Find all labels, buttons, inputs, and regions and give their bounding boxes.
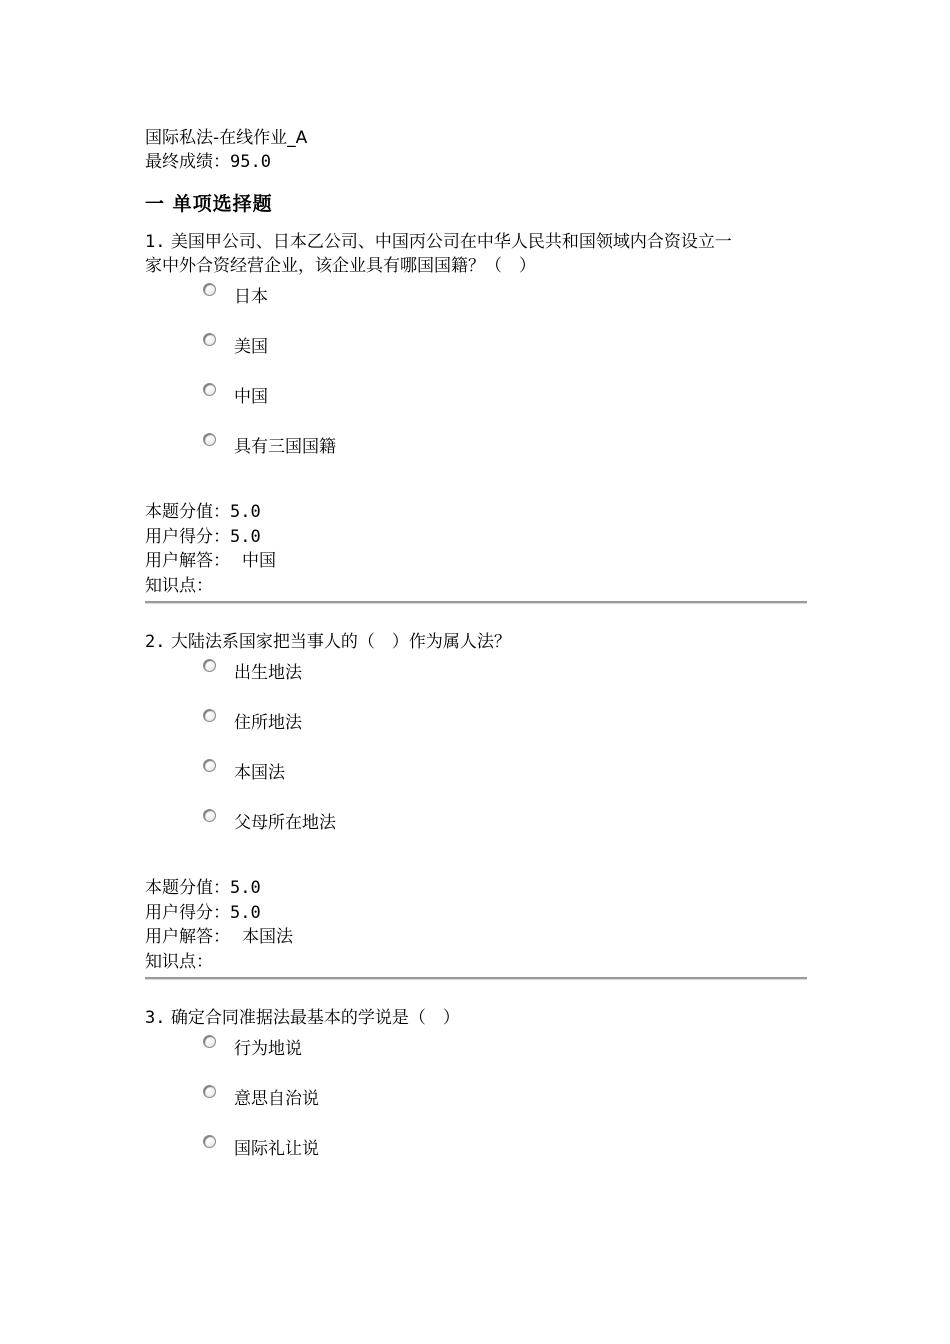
user-answer-row (145, 925, 807, 950)
points-value: 5.0 (230, 878, 261, 898)
section-title: 一 单项选择题 (145, 193, 273, 215)
option-label: 具有三国国籍 (234, 437, 336, 457)
points-value: 5.0 (230, 502, 261, 522)
radio-button-icon[interactable] (203, 659, 216, 672)
question-1-option-1[interactable] (203, 282, 807, 332)
points-row (145, 876, 807, 901)
option-label: 日本 (234, 287, 268, 307)
question-2-option-2[interactable] (203, 708, 807, 758)
question-2-option-4[interactable] (203, 808, 807, 858)
radio-button-icon[interactable] (203, 709, 216, 722)
question-3-text-line1: 确定合同准据法最基本的学说是（ ） (170, 1008, 460, 1028)
question-divider (145, 977, 807, 980)
radio-button-icon[interactable] (203, 383, 216, 396)
user-score-row (145, 525, 807, 550)
question-1-text (145, 230, 807, 278)
user-answer-value: 中国 (242, 551, 276, 571)
question-3 (145, 1006, 807, 1184)
page-title: 国际私法-在线作业_A (145, 128, 308, 148)
user-score-value: 5.0 (230, 526, 261, 547)
option-label: 行为地说 (234, 1039, 302, 1059)
knowledge-row (145, 950, 807, 975)
option-label: 美国 (234, 337, 268, 357)
points-label: 本题分值： (145, 878, 230, 898)
radio-button-icon[interactable] (203, 333, 216, 346)
option-label: 国际礼让说 (234, 1139, 319, 1159)
question-2-text-line1: 大陆法系国家把当事人的（ ）作为属人法？ (170, 632, 511, 652)
question-1-options (203, 282, 807, 482)
question-2-options (203, 658, 807, 858)
question-3-option-2[interactable] (203, 1084, 807, 1134)
user-score-label: 用户得分： (145, 526, 230, 547)
user-score-value: 5.0 (230, 902, 261, 923)
radio-button-icon[interactable] (203, 283, 216, 296)
points-label: 本题分值： (145, 502, 230, 522)
question-2 (145, 630, 807, 980)
option-label: 父母所在地法 (234, 813, 336, 833)
option-label: 意思自治说 (234, 1089, 319, 1109)
knowledge-row (145, 574, 807, 599)
question-3-options (203, 1034, 807, 1184)
question-1-option-2[interactable] (203, 332, 807, 382)
user-answer-row (145, 549, 807, 574)
radio-button-icon[interactable] (203, 1085, 216, 1098)
option-label: 出生地法 (234, 663, 302, 683)
homework-page (145, 126, 807, 1184)
question-3-text (145, 1006, 807, 1030)
option-label: 中国 (234, 387, 268, 407)
user-answer-label: 用户解答： (145, 551, 230, 571)
question-1 (145, 230, 807, 604)
radio-button-icon[interactable] (203, 433, 216, 446)
question-1-option-4[interactable] (203, 432, 807, 482)
user-score-row (145, 901, 807, 926)
question-divider (145, 601, 807, 604)
final-score (145, 150, 807, 174)
radio-button-icon[interactable] (203, 1035, 216, 1048)
user-answer-label: 用户解答： (145, 927, 230, 947)
radio-button-icon[interactable] (203, 759, 216, 772)
question-1-text-line1: 美国甲公司、日本乙公司、中国丙公司在中华人民共和国领域内合资设立一 (170, 232, 732, 252)
question-1-number: 1. (145, 232, 166, 252)
user-score-label: 用户得分： (145, 902, 230, 923)
option-label: 本国法 (234, 763, 285, 783)
knowledge-label: 知识点： (145, 575, 213, 596)
question-2-number: 2. (145, 632, 166, 652)
final-score-label: 最终成绩： (145, 152, 230, 172)
question-3-option-3[interactable] (203, 1134, 807, 1184)
question-1-meta (145, 500, 807, 598)
question-2-text (145, 630, 807, 654)
question-2-option-1[interactable] (203, 658, 807, 708)
radio-button-icon[interactable] (203, 1135, 216, 1148)
user-answer-value: 本国法 (242, 927, 293, 947)
points-row (145, 500, 807, 525)
question-2-option-3[interactable] (203, 758, 807, 808)
knowledge-label: 知识点： (145, 951, 213, 972)
question-1-option-3[interactable] (203, 382, 807, 432)
question-3-option-1[interactable] (203, 1034, 807, 1084)
question-1-text-line2: 家中外合资经营企业，该企业具有哪国国籍？（ ） (145, 256, 536, 276)
final-score-value: 95.0 (230, 152, 271, 172)
radio-button-icon[interactable] (203, 809, 216, 822)
question-3-number: 3. (145, 1008, 166, 1028)
option-label: 住所地法 (234, 713, 302, 733)
question-2-meta (145, 876, 807, 974)
